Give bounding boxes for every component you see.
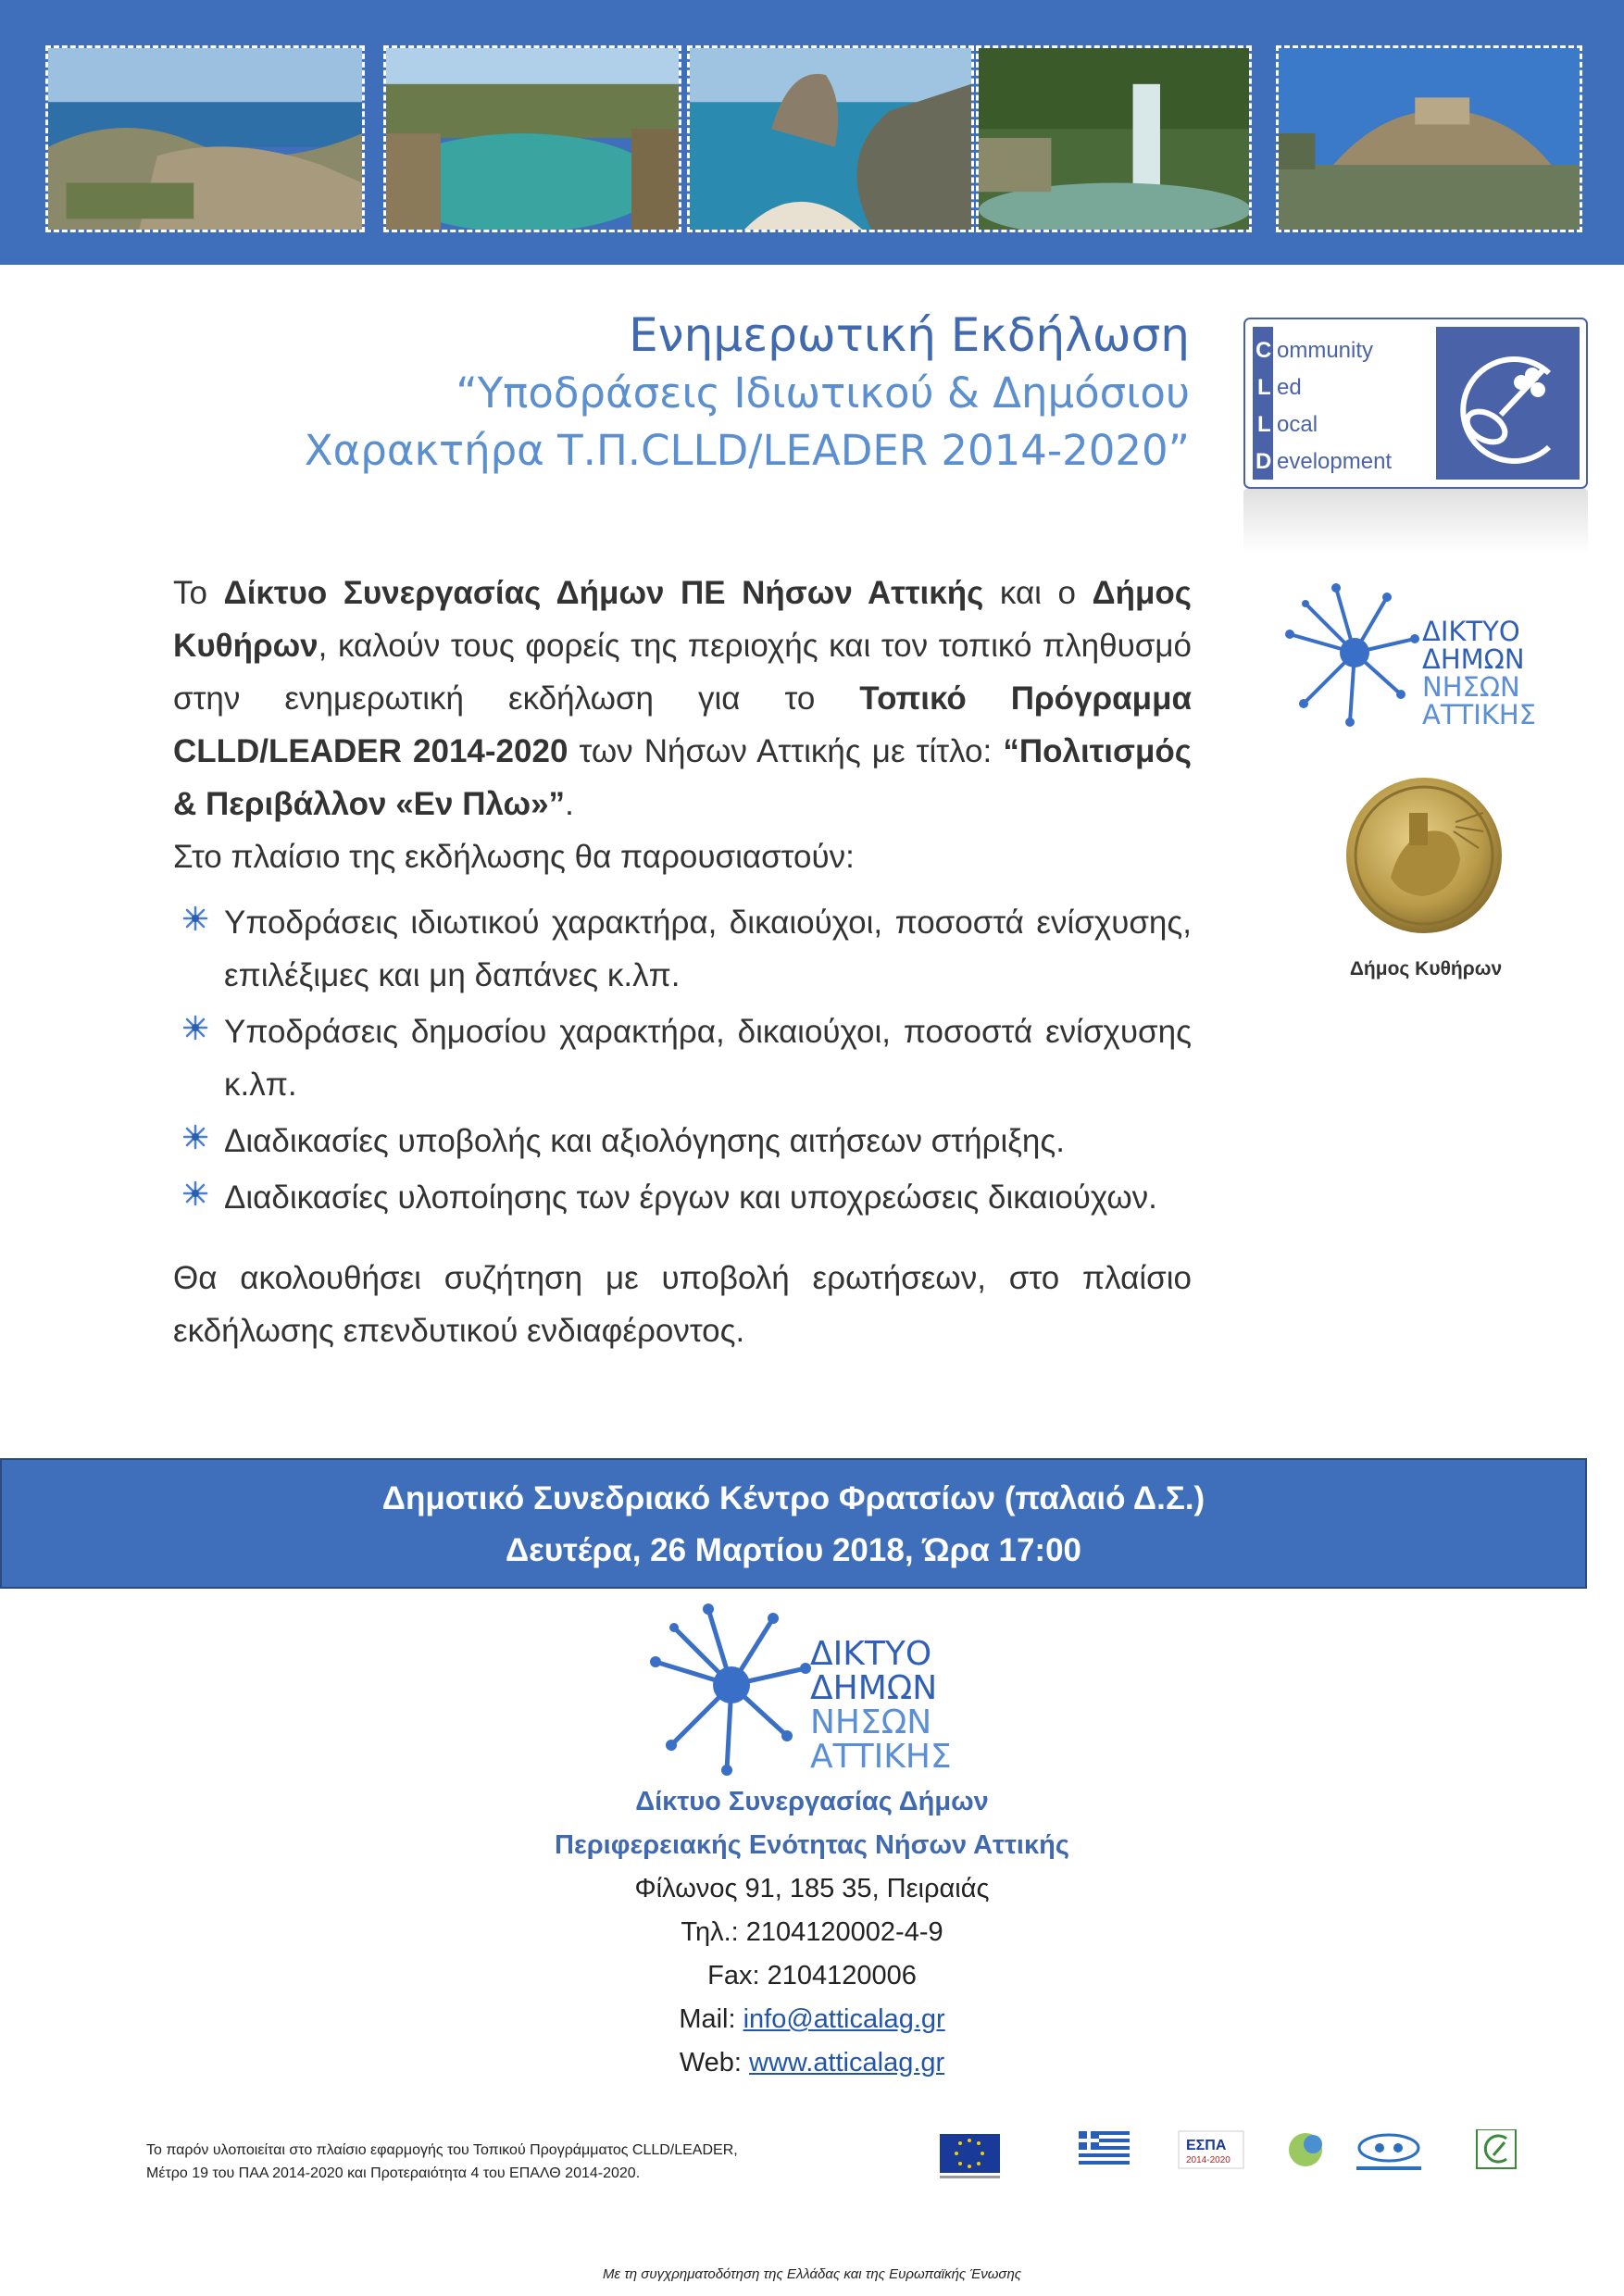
- list-item: [173, 1115, 1192, 1167]
- venue-place: Δημοτικό Συνεδριακό Κέντρο Φρατσίων (παλαιό Δ.Σ.): [381, 1480, 1206, 1516]
- web-link[interactable]: www.atticalag.gr: [749, 2048, 945, 2078]
- sponsor-logos: [940, 2129, 1542, 2185]
- contact-phone: Τηλ.: 2104120002-4-9: [681, 1917, 943, 1947]
- list-item: [173, 1171, 1192, 1224]
- photo-castle: [1276, 45, 1582, 232]
- contact-fax: Fax: 2104120006: [707, 1961, 917, 1990]
- network-logo-line-1: ΔΙΚΤΥΟ: [1422, 616, 1520, 647]
- network-logo-line-3: ΝΗΣΩΝ: [1422, 671, 1520, 703]
- network-logo-line-4: ΑΤΤΙΚΗΣ: [810, 1738, 952, 1776]
- clld-word-community: ommunity: [1277, 338, 1374, 363]
- intro-text-2: και ο: [983, 575, 1093, 611]
- contact-mail-row: [442, 1998, 1182, 2041]
- greek-flag-icon: [1079, 2131, 1130, 2165]
- bullet-text: Διαδικασίες υποβολής και αξιολόγησης αιτήσεων στήριξης.: [224, 1123, 1065, 1159]
- contact-org-line-1: Δίκτυο Συνεργασίας Δήμων: [635, 1787, 989, 1816]
- bullet-text: Διαδικασίες υλοποίησης των έργων και υποχρεώσεις δικαιούχων.: [224, 1179, 1157, 1216]
- network-logo-bottom: [648, 1602, 963, 1778]
- mail-label: Mail:: [679, 2004, 743, 2034]
- network-logo-line-2: ΔΗΜΩΝ: [810, 1669, 938, 1707]
- asterisk-bullet-icon: [182, 1015, 208, 1041]
- clld-word-development: evelopment: [1277, 449, 1393, 474]
- espa-label: ΕΣΠΑ: [1186, 2138, 1227, 2153]
- asterisk-bullet-icon: [182, 905, 208, 931]
- intro-program-title: “Πολιτισμός & Περιβάλλον «Εν Πλω»”: [173, 733, 1192, 822]
- subtitle-line-2: Χαρακτήρα Τ.Π.CLLD/LEADER 2014-2020”: [304, 426, 1190, 475]
- photo-lagoon: [383, 45, 681, 232]
- clld-logo-reflection: [1243, 489, 1588, 554]
- closing-paragraph: Θα ακολουθήσει συζήτηση με υποβολή ερωτήσεων, στο πλαίσιο εκδήλωσης επενδυτικού ενδιαφέροντος.: [173, 1260, 1192, 1349]
- title-block: [139, 306, 1190, 480]
- photo-beach-rock: [687, 45, 974, 232]
- bullet-text: Υποδράσεις δημοσίου χαρακτήρα, δικαιούχοι, ποσοστά ενίσχυσης κ.λπ.: [224, 1014, 1192, 1103]
- subtitle-line-1: “Υποδράσεις Ιδιωτικού & Δημόσιου: [456, 368, 1190, 418]
- topics-list: [173, 896, 1192, 1224]
- clld-word-led: ed: [1277, 375, 1302, 400]
- footer-note-line-1: Το παρόν υλοποιείται στο πλαίσιο εφαρμογής του Τοπικού Προγράμματος CLLD/LEADER,: [146, 2142, 738, 2158]
- network-logo-line-1: ΔΙΚΤΥΟ: [810, 1635, 932, 1673]
- bullet-text: Υποδράσεις ιδιωτικού χαρακτήρα, δικαιούχοι, ποσοστά ενίσχυσης, επιλέξιμες και μη δαπάνες κ.λπ.: [224, 905, 1192, 993]
- espa-years: 2014-2020: [1186, 2155, 1230, 2165]
- coin-caption: Δήμος Κυθήρων: [1349, 958, 1503, 980]
- asterisk-bullet-icon: [182, 1180, 208, 1206]
- intro-text-3: , καλούν τους φορείς της περιοχής και τον τοπικό πληθυσμό στην ενημερωτική εκδήλωση για το: [173, 628, 1192, 717]
- region-logo-icon: [1289, 2133, 1322, 2166]
- espa-logo-icon: [1179, 2131, 1243, 2168]
- clld-letter-l2: L: [1257, 412, 1271, 437]
- kythira-coin-emblem: [1344, 776, 1504, 935]
- intro-paragraph: [173, 567, 1192, 830]
- photo-waterfall: [976, 45, 1252, 232]
- intro-text-1: Το: [173, 575, 224, 611]
- network-logo-line-2: ΔΗΜΩΝ: [1422, 643, 1525, 675]
- contact-org-line-2: Περιφερειακής Ενότητας Νήσων Αττικής: [555, 1830, 1069, 1860]
- clld-letter-c: C: [1255, 338, 1272, 363]
- list-item: [173, 896, 1192, 1002]
- web-label: Web:: [679, 2048, 750, 2078]
- clld-logo: [1243, 318, 1588, 489]
- intro-text-5: .: [565, 786, 574, 822]
- clld-letter-l1: L: [1257, 375, 1271, 400]
- list-item: [173, 1005, 1192, 1111]
- footer-note: [146, 2139, 906, 2185]
- network-logo-right: [1285, 583, 1535, 731]
- mail-link[interactable]: info@atticalag.gr: [743, 2004, 945, 2034]
- clld-letter-d: D: [1255, 449, 1272, 474]
- body-text: [173, 567, 1192, 1357]
- intro-municipality: Δήμος Κυθήρων: [173, 575, 1192, 664]
- contact-address: Φίλωνος 91, 185 35, Πειραιάς: [634, 1874, 990, 1903]
- fisheries-program-logo-icon: [1356, 2135, 1421, 2170]
- clld-word-local: ocal: [1277, 412, 1318, 437]
- header-band: [0, 0, 1624, 265]
- venue-banner: [0, 1458, 1587, 1589]
- intro-followup: Στο πλαίσιο της εκδήλωσης θα παρουσιαστούν:: [173, 839, 855, 875]
- network-logo-line-4: ΑΤΤΙΚΗΣ: [1422, 699, 1535, 730]
- cofunding-note: Με τη συγχρηματοδότηση της Ελλάδας και της Ευρωπαϊκής Ένωσης: [602, 2266, 1022, 2282]
- asterisk-bullet-icon: [182, 1124, 208, 1150]
- intro-program: Τοπικό Πρόγραμμα CLLD/LEADER 2014-2020: [173, 680, 1192, 769]
- venue-datetime: Δευτέρα, 26 Μαρτίου 2018, Ώρα 17:00: [505, 1532, 1082, 1568]
- page-title: Ενημερωτική Εκδήλωση: [629, 308, 1190, 362]
- photo-coastal-town: [45, 45, 365, 232]
- network-logo-line-3: ΝΗΣΩΝ: [810, 1703, 932, 1741]
- eu-flag-icon: [940, 2134, 1000, 2178]
- leader-small-logo-icon: [1477, 2129, 1516, 2168]
- intro-network-name: Δίκτυο Συνεργασίας Δήμων ΠΕ Νήσων Αττικής: [223, 575, 984, 611]
- intro-text-4: των Νήσων Αττικής με τίτλο:: [568, 733, 1004, 769]
- contact-block: [442, 1780, 1182, 2085]
- footer-note-line-2: Μέτρο 19 του ΠΑΑ 2014-2020 και Προτεραιότητα 4 του ΕΠΑΛΘ 2014-2020.: [146, 2165, 641, 2181]
- contact-web-row: [442, 2041, 1182, 2085]
